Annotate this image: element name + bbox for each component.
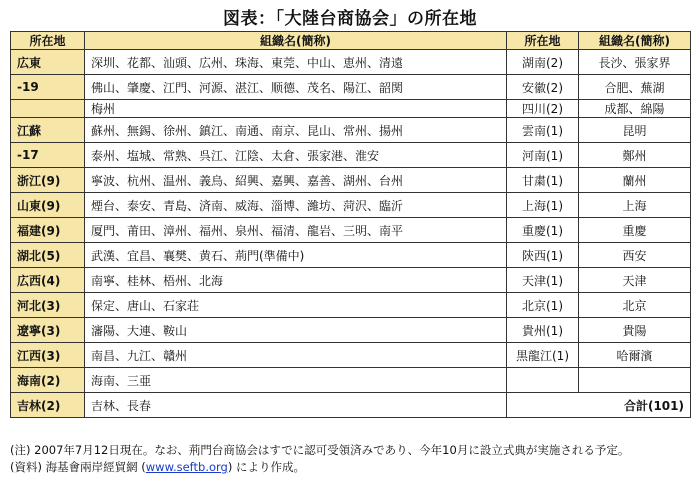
header-province-left: 所在地 bbox=[11, 32, 85, 50]
header-orgs-left: 組織名(簡称) bbox=[85, 32, 507, 50]
table-row bbox=[11, 100, 691, 118]
source-link[interactable]: www.seftb.org bbox=[145, 460, 228, 474]
header-province-right: 所在地 bbox=[507, 32, 579, 50]
province-cell: 遼寧(3) bbox=[11, 318, 85, 343]
cities-cell: 寧波、杭州、温州、義烏、紹興、嘉興、嘉善、湖州、台州 bbox=[85, 168, 507, 193]
cities-cell: 吉林、長春 bbox=[85, 393, 507, 418]
province-cell-right: 陝西(1) bbox=[507, 243, 579, 268]
province-cell-right: 重慶(1) bbox=[507, 218, 579, 243]
table-row bbox=[11, 75, 691, 100]
province-cell-right: 安徽(2) bbox=[507, 75, 579, 100]
cities-cell: 保定、唐山、石家荘 bbox=[85, 293, 507, 318]
province-cell-right: 貴州(1) bbox=[507, 318, 579, 343]
cities-cell: 瀋陽、大連、鞍山 bbox=[85, 318, 507, 343]
source-line bbox=[10, 459, 700, 476]
province-cell-right: 河南(1) bbox=[507, 143, 579, 168]
orgs-cell-right: 合肥、蕪湖 bbox=[579, 75, 691, 100]
orgs-cell-right: 天津 bbox=[579, 268, 691, 293]
orgs-cell-right: 重慶 bbox=[579, 218, 691, 243]
table-row bbox=[11, 268, 691, 293]
province-cell-right: 北京(1) bbox=[507, 293, 579, 318]
province-cell: 江西(3) bbox=[11, 343, 85, 368]
table-row bbox=[11, 118, 691, 143]
table-row bbox=[11, 293, 691, 318]
orgs-cell-right: 長沙、張家界 bbox=[579, 50, 691, 75]
orgs-cell-right: 上海 bbox=[579, 193, 691, 218]
orgs-cell-right: 貴陽 bbox=[579, 318, 691, 343]
orgs-cell-right: 北京 bbox=[579, 293, 691, 318]
province-cell: -17 bbox=[11, 143, 85, 168]
province-cell: 広東 bbox=[11, 50, 85, 75]
cities-cell: 海南、三亜 bbox=[85, 368, 507, 393]
province-cell-right bbox=[507, 368, 579, 393]
province-cell: 浙江(9) bbox=[11, 168, 85, 193]
table-row bbox=[11, 168, 691, 193]
total-cell: 合計(101) bbox=[507, 393, 691, 418]
table-row bbox=[11, 243, 691, 268]
province-cell: 江蘇 bbox=[11, 118, 85, 143]
cities-cell: 厦門、莆田、漳州、福州、泉州、福清、龍岩、三明、南平 bbox=[85, 218, 507, 243]
province-cell: 湖北(5) bbox=[11, 243, 85, 268]
province-cell: 広西(4) bbox=[11, 268, 85, 293]
orgs-cell-right: 昆明 bbox=[579, 118, 691, 143]
province-cell: 海南(2) bbox=[11, 368, 85, 393]
footnotes bbox=[10, 442, 700, 476]
cities-cell: 梅州 bbox=[85, 100, 507, 118]
cities-cell: 深圳、花都、汕頭、広州、珠海、東莞、中山、恵州、清遠 bbox=[85, 50, 507, 75]
province-cell-right: 黒龍江(1) bbox=[507, 343, 579, 368]
table-row bbox=[11, 368, 691, 393]
table-row bbox=[11, 193, 691, 218]
cities-cell: 泰州、塩城、常熟、呉江、江陰、太倉、張家港、淮安 bbox=[85, 143, 507, 168]
table-header-row bbox=[11, 32, 691, 50]
source-suffix: ) により作成。 bbox=[227, 460, 305, 474]
province-cell: -19 bbox=[11, 75, 85, 100]
province-cell: 吉林(2) bbox=[11, 393, 85, 418]
source-prefix: (資料) 海基會兩岸經貿網 ( bbox=[10, 460, 146, 474]
table-row bbox=[11, 343, 691, 368]
province-cell-right: 雲南(1) bbox=[507, 118, 579, 143]
header-orgs-right: 組織名(簡称) bbox=[579, 32, 691, 50]
cities-cell: 武漢、宜昌、襄樊、黄石、荊門(準備中) bbox=[85, 243, 507, 268]
orgs-cell-right: 鄭州 bbox=[579, 143, 691, 168]
province-cell-right: 四川(2) bbox=[507, 100, 579, 118]
province-cell: 福建(9) bbox=[11, 218, 85, 243]
orgs-cell-right bbox=[579, 368, 691, 393]
association-table bbox=[10, 31, 691, 418]
province-cell: 河北(3) bbox=[11, 293, 85, 318]
orgs-cell-right: 蘭州 bbox=[579, 168, 691, 193]
table-row bbox=[11, 50, 691, 75]
province-cell bbox=[11, 100, 85, 118]
table-row bbox=[11, 218, 691, 243]
cities-cell: 南寧、桂林、梧州、北海 bbox=[85, 268, 507, 293]
orgs-cell-right: 哈爾濱 bbox=[579, 343, 691, 368]
table-row bbox=[11, 393, 691, 418]
province-cell-right: 天津(1) bbox=[507, 268, 579, 293]
province-cell-right: 甘粛(1) bbox=[507, 168, 579, 193]
province-cell: 山東(9) bbox=[11, 193, 85, 218]
page-title: 図表：「大陸台商協会」の所在地 bbox=[223, 9, 477, 29]
cities-cell: 南昌、九江、贛州 bbox=[85, 343, 507, 368]
cities-cell: 佛山、肇慶、江門、河源、湛江、顺德、茂名、陽江、韶関 bbox=[85, 75, 507, 100]
province-cell-right: 上海(1) bbox=[507, 193, 579, 218]
note-line: (注) 2007年7月12日現在。なお、荊門台商協会はすでに認可受領済みであり、今年10月に設立式典が実施される予定。 bbox=[10, 443, 630, 457]
cities-cell: 蘇州、無錫、徐州、鎮江、南通、南京、昆山、常州、揚州 bbox=[85, 118, 507, 143]
orgs-cell-right: 西安 bbox=[579, 243, 691, 268]
cities-cell: 煙台、泰安、青島、済南、威海、淄博、濰坊、菏沢、臨沂 bbox=[85, 193, 507, 218]
table-row bbox=[11, 318, 691, 343]
province-cell-right: 湖南(2) bbox=[507, 50, 579, 75]
orgs-cell-right: 成都、綿陽 bbox=[579, 100, 691, 118]
table-row bbox=[11, 143, 691, 168]
